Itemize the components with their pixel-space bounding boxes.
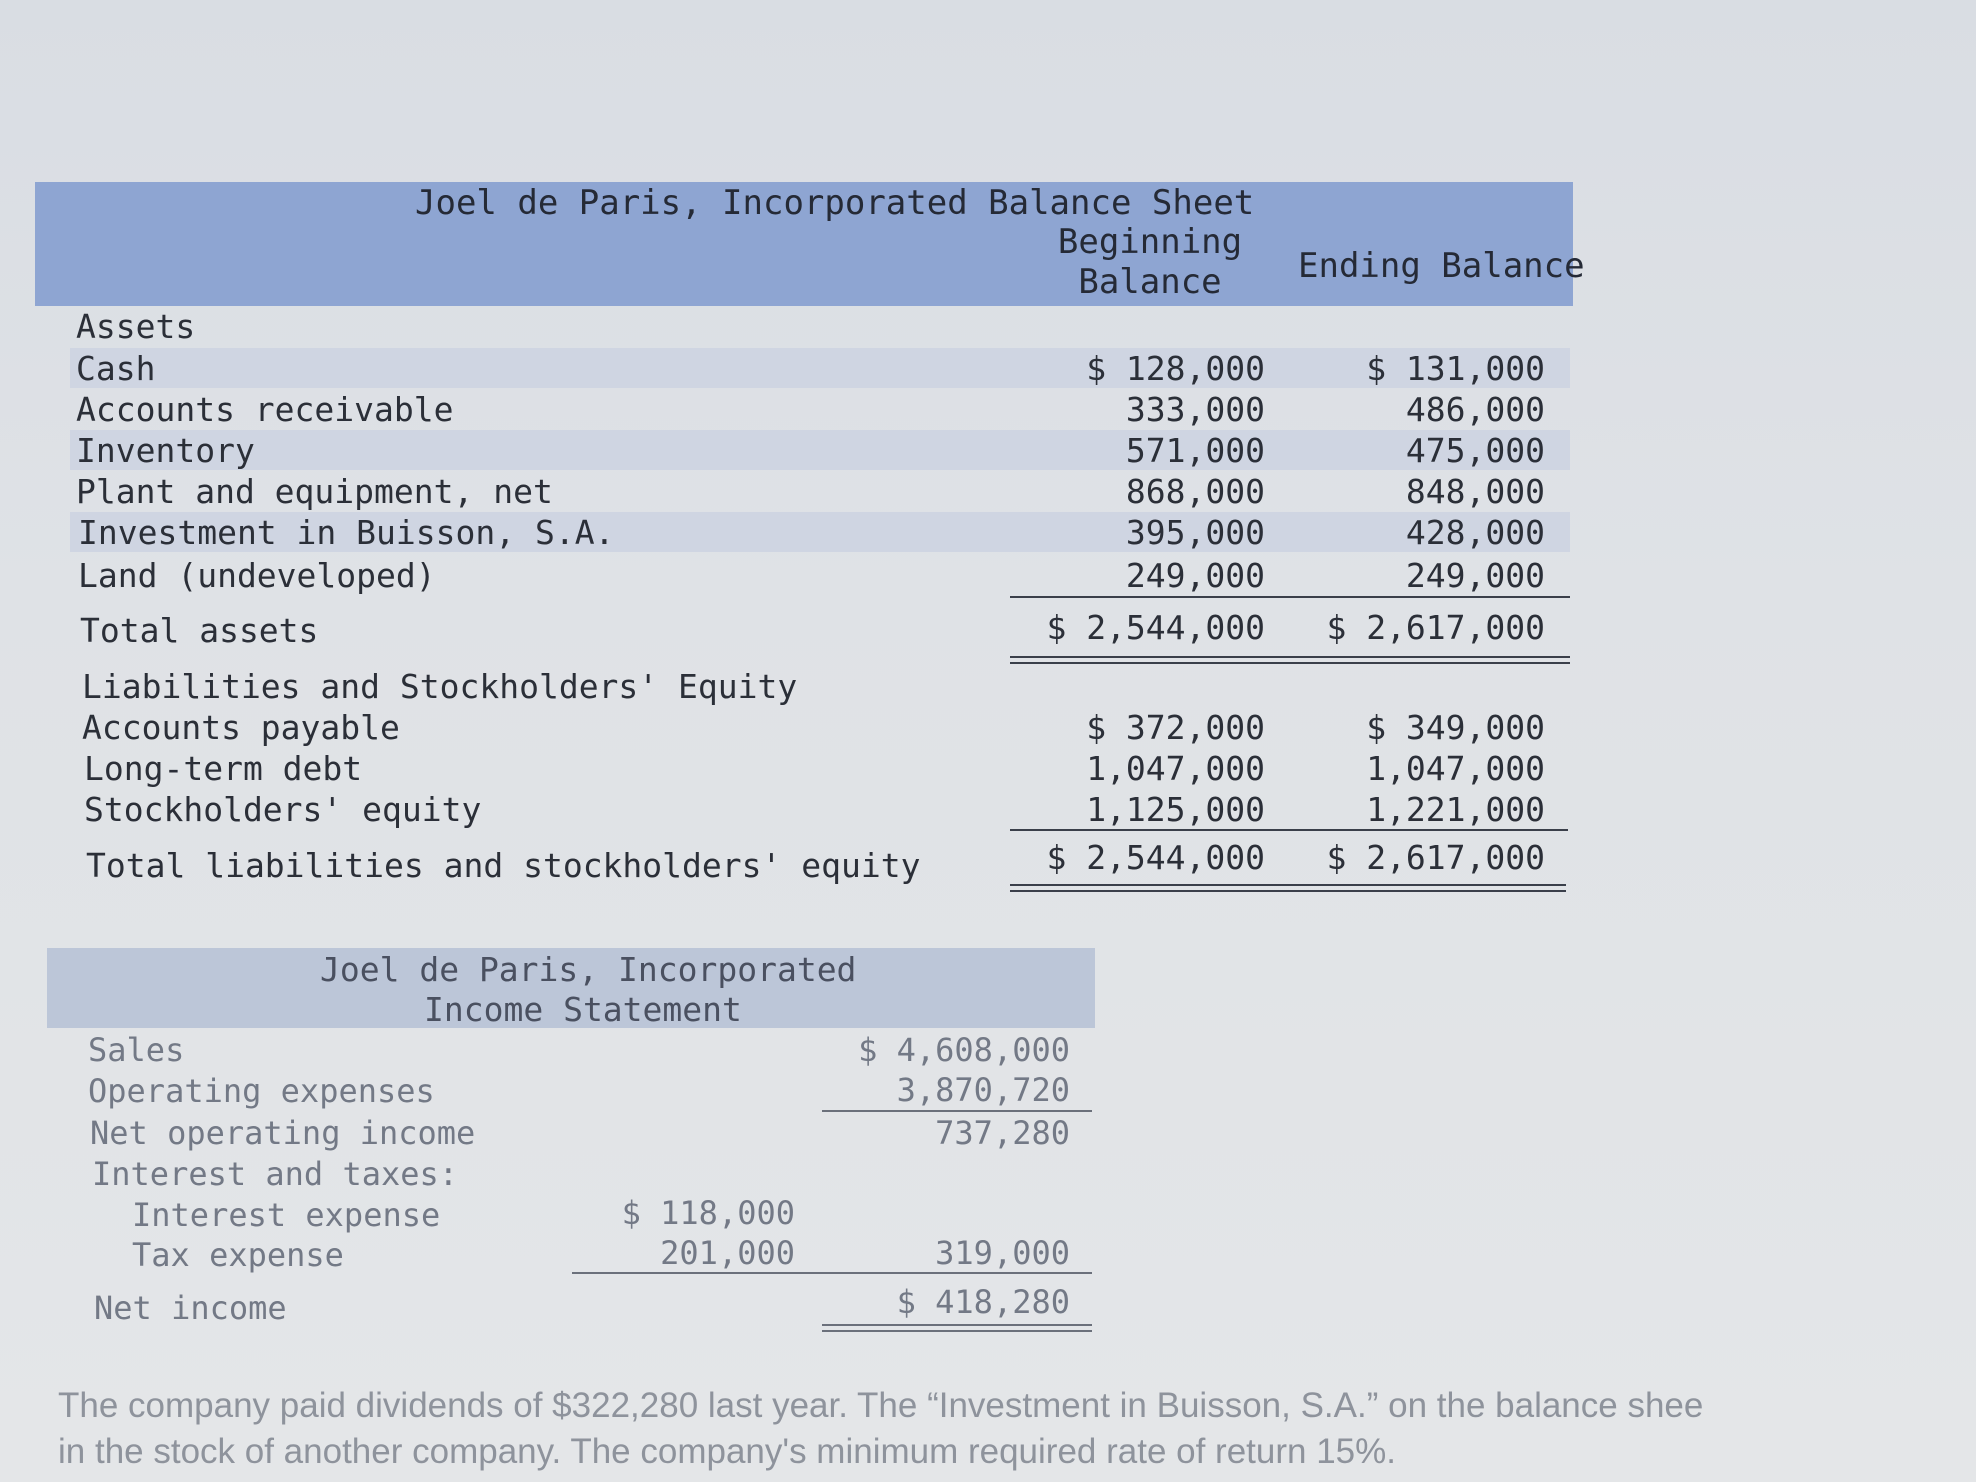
asset-beginning-value: $ 128,000 <box>1086 349 1265 388</box>
tax-expense-label: Tax expense <box>132 1236 344 1274</box>
liability-beginning-value: 1,047,000 <box>1086 749 1265 788</box>
liability-label: Long-term debt <box>84 749 363 788</box>
interest-expense-value: $ 118,000 <box>621 1194 795 1232</box>
balance-sheet-title: Joel de Paris, Incorporated Balance Sheet <box>415 183 1255 223</box>
net-operating-income-value: 737,280 <box>935 1114 1070 1152</box>
subtotal-rule <box>1010 596 1570 598</box>
asset-label: Cash <box>76 349 156 388</box>
total-double-rule <box>1010 656 1570 658</box>
column-header-beginning: Beginning Balance <box>1057 222 1243 302</box>
assets-heading: Assets <box>76 307 196 346</box>
asset-label: Land (undeveloped) <box>78 556 436 595</box>
total-double-rule <box>1010 662 1570 664</box>
operating-expenses-label: Operating expenses <box>88 1072 435 1110</box>
total-liabilities-ending: $ 2,617,000 <box>1326 838 1545 877</box>
interest-taxes-heading: Interest and taxes: <box>92 1155 459 1193</box>
asset-label: Accounts receivable <box>76 390 454 429</box>
asset-beginning-value: 249,000 <box>1125 556 1265 595</box>
operating-expenses-value: 3,870,720 <box>896 1071 1070 1109</box>
total-assets-beginning: $ 2,544,000 <box>1046 608 1265 647</box>
total-liabilities-label: Total liabilities and stockholders' equity <box>86 846 921 885</box>
total-liabilities-beginning: $ 2,544,000 <box>1046 838 1265 877</box>
liability-ending-value: 1,047,000 <box>1366 749 1545 788</box>
problem-text-line-1: The company paid dividends of $322,280 last year. The “Investment in Buisson, S.A.” on the balance shee <box>58 1386 1704 1425</box>
interest-and-taxes-total: 319,000 <box>935 1234 1070 1272</box>
asset-ending-value: 486,000 <box>1405 390 1545 429</box>
subtotal-rule <box>572 1272 1092 1274</box>
total-double-rule <box>822 1324 1092 1326</box>
asset-ending-value: 475,000 <box>1405 431 1545 470</box>
liability-ending-value: 1,221,000 <box>1366 790 1545 829</box>
problem-text-line-2: in the stock of another company. The company's minimum required rate of return 15%. <box>58 1432 1396 1471</box>
asset-beginning-value: 333,000 <box>1125 390 1265 429</box>
subtotal-rule <box>822 1110 1092 1112</box>
income-statement-company: Joel de Paris, Incorporated <box>320 950 857 989</box>
tax-expense-value: 201,000 <box>660 1234 795 1272</box>
liability-beginning-value: 1,125,000 <box>1086 790 1265 829</box>
income-statement-title: Income Statement <box>424 990 742 1029</box>
total-assets-ending: $ 2,617,000 <box>1326 608 1545 647</box>
sales-label: Sales <box>88 1031 185 1069</box>
asset-ending-value: 249,000 <box>1405 556 1545 595</box>
liabilities-heading: Liabilities and Stockholders' Equity <box>82 667 798 706</box>
column-header-ending: Ending Balance <box>1298 246 1585 286</box>
interest-expense-label: Interest expense <box>132 1196 441 1234</box>
liability-label: Stockholders' equity <box>84 790 482 829</box>
total-double-rule <box>1010 890 1566 892</box>
asset-label: Investment in Buisson, S.A. <box>78 513 615 552</box>
asset-beginning-value: 868,000 <box>1125 472 1265 511</box>
asset-label: Plant and equipment, net <box>76 472 553 511</box>
asset-beginning-value: 571,000 <box>1125 431 1265 470</box>
liability-label: Accounts payable <box>82 708 400 747</box>
liability-beginning-value: $ 372,000 <box>1086 708 1265 747</box>
asset-beginning-value: 395,000 <box>1125 513 1265 552</box>
subtotal-rule <box>1010 829 1568 831</box>
asset-ending-value: $ 131,000 <box>1366 349 1545 388</box>
net-income-value: $ 418,280 <box>896 1283 1070 1321</box>
total-double-rule <box>822 1330 1092 1332</box>
net-operating-income-label: Net operating income <box>90 1114 476 1152</box>
liability-ending-value: $ 349,000 <box>1366 708 1545 747</box>
asset-label: Inventory <box>76 431 255 470</box>
net-income-label: Net income <box>94 1289 287 1327</box>
asset-ending-value: 848,000 <box>1405 472 1545 511</box>
sales-value: $ 4,608,000 <box>858 1031 1070 1069</box>
total-assets-label: Total assets <box>80 611 319 650</box>
asset-ending-value: 428,000 <box>1405 513 1545 552</box>
total-double-rule <box>1010 884 1566 886</box>
